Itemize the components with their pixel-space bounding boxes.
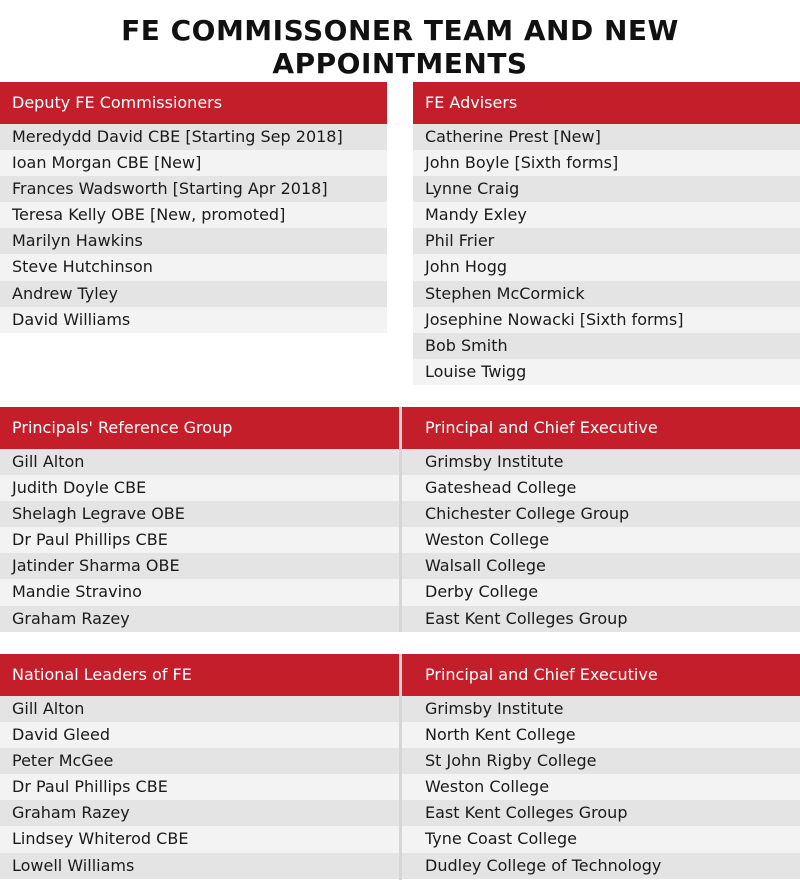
table-row: Catherine Prest [New] <box>413 124 800 150</box>
principals-group-table <box>0 407 400 632</box>
principals-colleges-header: Principal and Chief Executive <box>400 407 800 449</box>
table-row: Lindsey Whiterod CBE <box>0 826 400 852</box>
table-row: Frances Wadsworth [Starting Apr 2018] <box>0 176 387 202</box>
table-row: Mandie Stravino <box>0 579 400 605</box>
table-row: Gateshead College <box>400 475 800 501</box>
deputy-commissioners-header: Deputy FE Commissioners <box>0 82 387 124</box>
table-row: Derby College <box>400 579 800 605</box>
table-row: Louise Twigg <box>413 359 800 385</box>
table-row: Grimsby Institute <box>400 696 800 722</box>
table-row: John Hogg <box>413 254 800 280</box>
national-colleges-rows <box>400 696 800 879</box>
table-row: East Kent Colleges Group <box>400 606 800 632</box>
table-row: Judith Doyle CBE <box>0 475 400 501</box>
principals-group-header: Principals' Reference Group <box>0 407 400 449</box>
table-row: Dr Paul Phillips CBE <box>0 527 400 553</box>
fe-advisers-table <box>413 82 800 385</box>
table-row: Dudley College of Technology <box>400 853 800 879</box>
table-row: St John Rigby College <box>400 748 800 774</box>
table-row: Chichester College Group <box>400 501 800 527</box>
table-row: Weston College <box>400 527 800 553</box>
national-leaders-rows <box>0 696 400 879</box>
table-row: Tyne Coast College <box>400 826 800 852</box>
table-row: Dr Paul Phillips CBE <box>0 774 400 800</box>
table-row: Walsall College <box>400 553 800 579</box>
national-colleges-table <box>400 654 800 879</box>
table-row: Grimsby Institute <box>400 449 800 475</box>
table-row: David Gleed <box>0 722 400 748</box>
principals-colleges-rows <box>400 449 800 632</box>
table-row: Stephen McCormick <box>413 281 800 307</box>
table-row: Shelagh Legrave OBE <box>0 501 400 527</box>
table-row: Lynne Craig <box>413 176 800 202</box>
table-row: North Kent College <box>400 722 800 748</box>
table-row: Graham Razey <box>0 800 400 826</box>
table-row: John Boyle [Sixth forms] <box>413 150 800 176</box>
table-row: Bob Smith <box>413 333 800 359</box>
page-title: FE COMMISSONER TEAM AND NEW APPOINTMENTS <box>121 14 679 80</box>
table-row: Andrew Tyley <box>0 281 387 307</box>
deputy-commissioners-rows <box>0 124 387 333</box>
deputy-commissioners-table <box>0 82 387 333</box>
principals-colleges-table <box>400 407 800 632</box>
table-row: Gill Alton <box>0 696 400 722</box>
table-row: East Kent Colleges Group <box>400 800 800 826</box>
table-row: Teresa Kelly OBE [New, promoted] <box>0 202 387 228</box>
table-row: David Williams <box>0 307 387 333</box>
table-row: Mandy Exley <box>413 202 800 228</box>
fe-advisers-header: FE Advisers <box>413 82 800 124</box>
column-divider <box>399 407 402 632</box>
national-leaders-header: National Leaders of FE <box>0 654 400 696</box>
table-row: Lowell Williams <box>0 853 400 879</box>
table-row: Ioan Morgan CBE [New] <box>0 150 387 176</box>
table-row: Jatinder Sharma OBE <box>0 553 400 579</box>
table-row: Gill Alton <box>0 449 400 475</box>
table-row: Marilyn Hawkins <box>0 228 387 254</box>
fe-advisers-rows <box>413 124 800 385</box>
table-row: Steve Hutchinson <box>0 254 387 280</box>
table-row: Meredydd David CBE [Starting Sep 2018] <box>0 124 387 150</box>
table-row: Weston College <box>400 774 800 800</box>
national-colleges-header: Principal and Chief Executive <box>400 654 800 696</box>
table-row: Graham Razey <box>0 606 400 632</box>
national-leaders-table <box>0 654 400 879</box>
table-row: Josephine Nowacki [Sixth forms] <box>413 307 800 333</box>
column-divider <box>399 654 402 880</box>
table-row: Phil Frier <box>413 228 800 254</box>
principals-group-rows <box>0 449 400 632</box>
table-row: Peter McGee <box>0 748 400 774</box>
